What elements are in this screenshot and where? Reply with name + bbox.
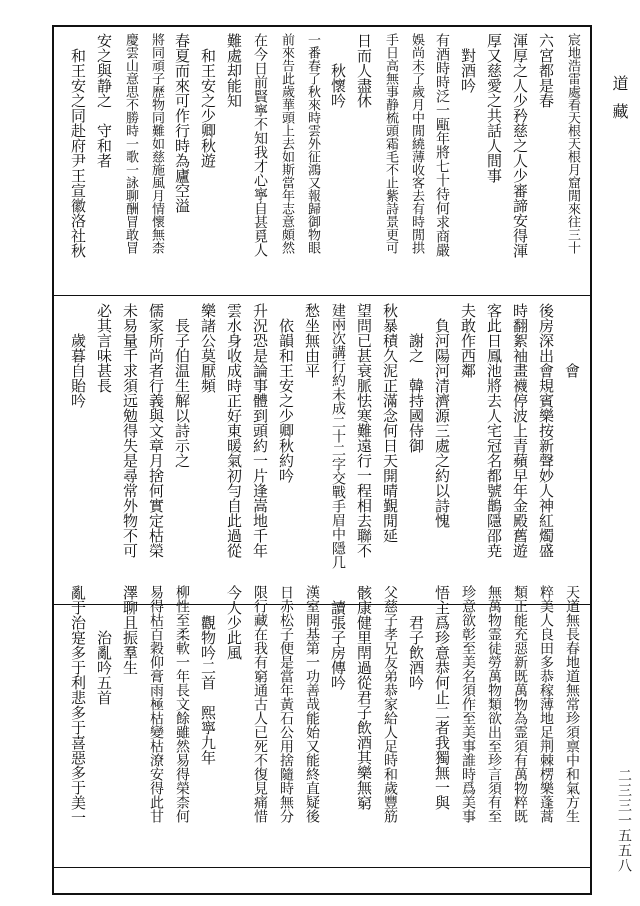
margin-title: 道藏 <box>610 75 629 131</box>
text-column: 夫敢作西鄰 <box>459 303 477 378</box>
text-column: 日赤松子便是當年黃石公用捨隨時無分 <box>278 585 294 823</box>
text-column: 渾厚之人少矜慈之人少審諦安得渾 <box>511 33 529 258</box>
text-column: 日而人盡休 <box>355 33 373 108</box>
text-column: 對酒吟 <box>459 33 477 93</box>
text-column: 宸地浩雷處看天根天根月窟閒來往三十 <box>565 33 580 254</box>
text-column: 澤聊且振羣生 <box>121 585 139 675</box>
text-column: 無萬物霊徒勞萬物類欲出至珍言須有至 <box>486 585 502 823</box>
text-column: 亂于治寔多于利悲多于喜惡多于美一 <box>69 585 87 825</box>
text-column: 一番春了秋來時雲外征鴻又報歸御物眼 <box>305 33 320 254</box>
text-column: 君子飲酒吟 <box>407 585 425 690</box>
text-column: 有酒時時泛一甌年將七十待何求商嚴 <box>434 33 450 257</box>
text-column: 類正能充惡新既萬物為霊須有萬物粹既 <box>512 585 528 823</box>
text-column: 後房深出會規賓樂按新聲妙人神紅燭盛 <box>537 303 555 558</box>
text-column: 柳性至柔軟一年長文餘雖然易得榮柰何 <box>174 585 190 823</box>
text-column: 手日高無事静梳頭霜毛不止紫詩景更可 <box>383 33 398 254</box>
text-column: 儒家所尚者行義與文章月捨何實定枯榮 <box>147 303 165 558</box>
text-column: 前來告此歲華頭上去如斯當年志意頗然 <box>279 33 294 254</box>
text-column: 限行藏在我有窮通古人已死不復見痛惜 <box>252 585 268 823</box>
text-column: 時翻絮袖畫襪停波上青蘋早年金殿舊遊 <box>511 303 529 558</box>
text-column: 客此日鳳池將去人宅冠名都號鵲隱邵尭 <box>485 303 503 558</box>
text-column: 必其言味甚長 <box>95 303 113 393</box>
page-number: 二三三一五五八 <box>616 768 632 873</box>
text-column: 慶雲山意思不勝時一歌一詠聊酬冒敢冒 <box>123 33 138 254</box>
text-column: 今人少此風 <box>225 585 243 660</box>
text-column: 治亂吟五首 <box>95 585 113 705</box>
text-column: 秋懷吟 <box>329 33 347 108</box>
text-column: 負河陽河清濟源三處之約以詩愧 <box>433 303 451 528</box>
text-column: 安之與静之 守和者 <box>95 33 113 168</box>
text-column: 和王安之同赴府尹王宣徽洛社秋 <box>69 33 87 258</box>
text-column: 樂諸公莫厭頻 <box>199 303 217 393</box>
text-column: 粹美人良田多恭稼薄地足荆棘楞樂蓬蒿 <box>538 585 554 823</box>
text-column: 厚又慈愛之共話人間事 <box>485 33 503 183</box>
text-column: 升況恐是論事體到頭約一片逢嵩地千年 <box>251 303 269 558</box>
text-column: 天道無長春地道無常珍須禀中和氣方生 <box>564 585 580 823</box>
text-column: 悟主爲珍意恭何止二者我獨無一與 <box>433 585 451 810</box>
text-column: 骸康健里閈過從君子飲酒其樂無窮 <box>355 585 373 810</box>
text-column: 父慈子孝兄友弟恭家給人足時和歲豐筋 <box>382 585 398 823</box>
register-divider <box>54 295 590 296</box>
text-column: 和王安之少卿秋遊 <box>199 33 217 168</box>
text-column: 六宮都是春 <box>537 33 555 108</box>
text-column: 春夏而來可作行時為廬空溢 <box>173 33 191 213</box>
text-column: 珍意欲彰至美名須作至美事誰時爲美事 <box>460 585 476 823</box>
text-column: 漢室開基第一功善哉能始又能終直疑後 <box>304 585 320 823</box>
text-column: 望問已甚衰脈怯寒難遠行一程相去聯不 <box>355 303 373 558</box>
text-column: 會 <box>563 303 581 378</box>
text-column: 在今日前賢寧不知我才心寧自甚覓人 <box>252 33 268 257</box>
text-column: 難處却能知 <box>225 33 243 108</box>
text-column: 娛尚未了歲月中閒繞薄收客去有時閒拱 <box>409 33 424 254</box>
register-divider <box>54 867 590 868</box>
text-column: 建兩次講行約未成二十二字交戰手眉中隱几 <box>330 303 346 569</box>
text-column: 易得枯百穀仰膏雨極枯變枯潦安得此甘 <box>148 585 164 823</box>
text-column: 歲暮自貽吟 <box>69 303 87 408</box>
text-column: 愁坐無由平 <box>303 303 321 378</box>
text-column: 未易量千求須远勉得失是尋常外物不可 <box>121 303 139 558</box>
text-column: 讀張子房傳吟 <box>329 585 347 690</box>
text-column: 雲水身收成時正好東暖氣初勻自此過從 <box>225 303 243 558</box>
text-column: 長子伯温生解以詩示之 <box>173 303 191 468</box>
text-column: 依韻和王安之少卿秋約吟 <box>277 303 295 483</box>
text-column: 謝之 韓持國侍御 <box>407 303 425 453</box>
text-column: 秋暴積久泥正滿念何日天開晴覲閒延 <box>381 303 399 543</box>
text-column: 將同頑子歷物同難如慈施風月情懷無柰 <box>149 33 164 254</box>
text-column: 觀物吟二首 熙寧九年 <box>199 585 217 765</box>
